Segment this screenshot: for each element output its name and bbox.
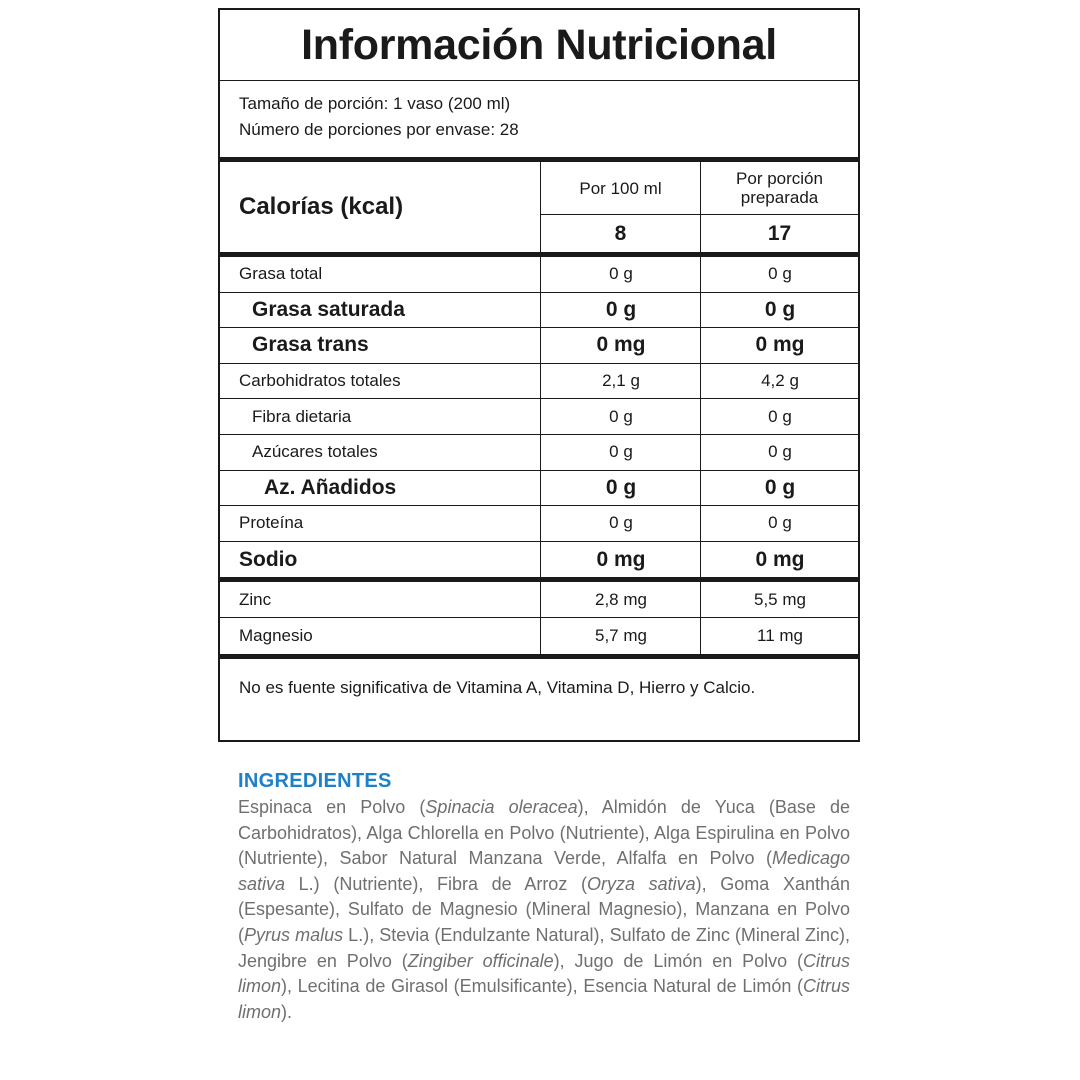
calories-block: [220, 162, 858, 252]
mineral-row-zinc: [220, 582, 858, 618]
calories-per-serving: 17: [767, 221, 792, 245]
ingredient-scientific-name: Spinacia oleracea: [425, 797, 578, 817]
ingredient-text-segment: ), Jugo de Limón en Polvo (: [553, 950, 803, 971]
mineral-per-serving: 11 mg: [700, 618, 859, 654]
nutrient-per-serving: 0 g: [700, 435, 859, 470]
mineral-label: Zinc: [239, 589, 272, 609]
nutrient-label: Az. Añadidos: [264, 475, 397, 499]
nutrient-row-carbohydrates: [220, 364, 858, 400]
nutrient-per-serving: 0 g: [700, 399, 859, 434]
nutrient-per-serving: 0 g: [700, 471, 859, 506]
ingredients-section: [238, 770, 850, 1025]
nutrient-per-100ml: 0 g: [540, 257, 701, 292]
mineral-row-magnesium: [220, 618, 858, 654]
ingredient-scientific-name: Medicago sativa: [238, 848, 850, 894]
nutrient-per-100ml: 0 g: [540, 435, 701, 470]
nutrient-per-100ml: 0 g: [540, 506, 701, 541]
nutrient-per-serving: 4,2 g: [700, 364, 859, 399]
nutrient-per-serving: 0 g: [700, 506, 859, 541]
nutrient-row-sodium: [220, 542, 858, 578]
mineral-per-100ml: 5,7 mg: [540, 618, 701, 654]
mineral-label: Magnesio: [239, 625, 313, 645]
ingredients-title: INGREDIENTES: [238, 770, 392, 792]
nutrient-label: Sodio: [239, 547, 298, 571]
nutrient-row-total-fat: [220, 257, 858, 293]
ingredient-text-segment: Espinaca en Polvo (: [238, 797, 426, 817]
nutrient-row-trans-fat: [220, 328, 858, 364]
nutrient-per-serving: 0 g: [700, 257, 859, 292]
nutrient-per-serving: 0 g: [700, 293, 859, 328]
servings-per-container: Número de porciones por envase: 28: [239, 120, 519, 139]
col-header-per-serving: [701, 162, 858, 214]
calories-label: Calorías (kcal): [239, 193, 404, 220]
serving-info: [220, 81, 858, 157]
ingredient-text-segment: L.), Stevia (Endulzante Natural), Sulfato de Zinc (Mineral Zinc), Jengibre en Polvo (: [238, 924, 850, 971]
col-header-per-serving-line1: Por porción: [736, 169, 823, 188]
col-header-per-100ml: Por 100 ml: [579, 178, 662, 198]
ingredient-scientific-name: Oryza sativa: [586, 873, 696, 894]
serving-size: Tamaño de porción: 1 vaso (200 ml): [239, 94, 511, 113]
nutrient-label: Carbohidratos totales: [239, 371, 401, 391]
ingredient-scientific-name: Citrus limon: [238, 976, 850, 1022]
nutrient-per-100ml: 2,1 g: [540, 364, 701, 399]
mineral-per-100ml: 2,8 mg: [540, 582, 701, 617]
ingredient-text-segment: ), Goma Xanthán (Espesante), Sulfato de Magnesio (Mineral Magnesio), Manzana en Polvo (: [238, 873, 850, 945]
ingredient-text-segment: ), Lecitina de Girasol (Emulsificante), Esencia Natural de Limón (: [281, 976, 803, 997]
nutrient-per-100ml: 0 mg: [540, 542, 701, 578]
calories-per-100ml: 8: [614, 221, 627, 245]
ingredient-scientific-name: Zingiber officinale: [407, 950, 554, 971]
nutrient-label: Grasa total: [239, 264, 323, 284]
nutrition-facts-panel: [218, 8, 860, 742]
mineral-per-serving: 5,5 mg: [700, 582, 859, 617]
nutrient-label: Fibra dietaria: [252, 406, 352, 426]
ingredient-scientific-name: Pyrus malus: [244, 924, 344, 945]
nutrient-row-added-sugars: [220, 471, 858, 507]
nutrient-label: Grasa trans: [252, 333, 369, 357]
mineral-rows: [220, 582, 858, 653]
nutrient-row-protein: [220, 506, 858, 542]
nutrient-row-total-sugars: [220, 435, 858, 471]
nutrient-per-100ml: 0 g: [540, 293, 701, 328]
nutrient-label: Azúcares totales: [252, 442, 378, 462]
ingredient-text-segment: L.) (Nutriente), Fibra de Arroz (: [285, 873, 587, 894]
nutrient-rows: [220, 257, 858, 577]
nutrient-label: Grasa saturada: [252, 297, 405, 321]
nutrient-per-100ml: 0 g: [540, 471, 701, 506]
nutrition-title: Información Nutricional: [220, 10, 858, 81]
nutrient-per-100ml: 0 mg: [540, 328, 701, 363]
ingredient-scientific-name: Citrus limon: [238, 950, 851, 997]
nutrient-per-serving: 0 mg: [700, 328, 859, 363]
nutrient-label: Proteína: [239, 513, 304, 533]
nutrient-per-100ml: 0 g: [540, 399, 701, 434]
ingredient-text-segment: ).: [281, 1001, 293, 1022]
footnote: No es fuente significativa de Vitamina A, Vitamina D, Hierro y Calcio.: [239, 677, 756, 697]
ingredient-text-segment: ), Almidón de Yuca (Base de Carbohidratos), Alga Chlorella en Polvo (Nutriente), Alga Espirulina en Polvo (Nutriente), Sabor Natural Manzana Verde, Alfalfa en Polvo (: [238, 797, 850, 869]
col-header-per-serving-line2: preparada: [740, 188, 819, 207]
nutrient-row-fiber: [220, 399, 858, 435]
nutrient-per-serving: 0 mg: [700, 542, 859, 578]
nutrient-row-saturated-fat: [220, 293, 858, 329]
ingredients-text: [238, 795, 850, 1025]
